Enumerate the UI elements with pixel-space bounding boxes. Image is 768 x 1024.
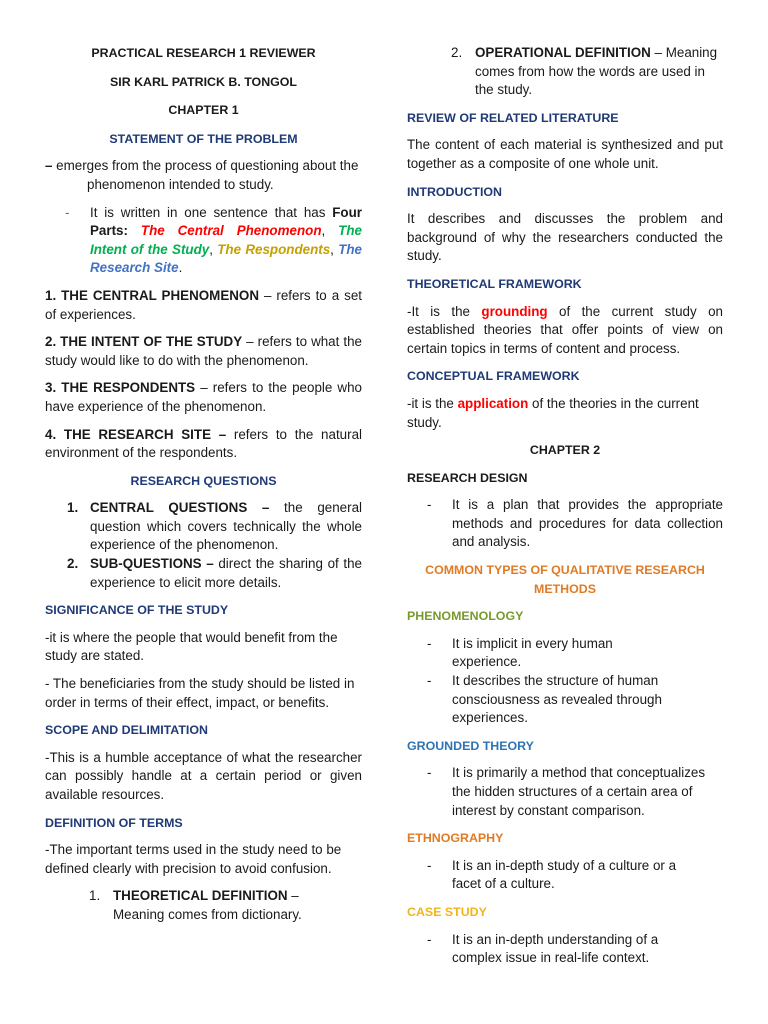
sub-questions-item: 2. SUB-QUESTIONS – direct the sharing of the experience to elicit more details. bbox=[67, 556, 363, 590]
ethnography-item: - It is an in-depth study of a culture or a facet of a culture. bbox=[427, 857, 677, 892]
significance-p1: -it is where the people that would benefit from the study are stated. bbox=[45, 629, 338, 664]
conceptual-framework-heading: CONCEPTUAL FRAMEWORK bbox=[407, 369, 580, 384]
left-column bbox=[45, 44, 362, 925]
phenomenology-item-2: - It describes the structure of human consciousness as revealed through experiences. bbox=[427, 673, 662, 726]
phenomenology-item-1: - It is implicit in every human experience. bbox=[427, 635, 613, 670]
qualitative-methods-heading: COMMON TYPES OF QUALITATIVE RESEARCH METHODS bbox=[425, 563, 705, 596]
theoretical-framework-p1: -It is the grounding of the current study on established theories that offer points of view on certain topics in terms of content and process. bbox=[407, 303, 723, 356]
chapter-1-heading: CHAPTER 1 bbox=[168, 103, 239, 118]
significance-heading: SIGNIFICANCE OF THE STUDY bbox=[45, 603, 229, 618]
case-study-heading: CASE STUDY bbox=[407, 904, 487, 919]
conceptual-framework-p1: -it is the application of the theories in the current study. bbox=[407, 395, 699, 430]
part-1-definition: 1. THE CENTRAL PHENOMENON – refers to a set of experiences. bbox=[45, 287, 362, 322]
rrl-heading: REVIEW OF RELATED LITERATURE bbox=[407, 110, 619, 125]
phenomenology-heading: PHENOMENOLOGY bbox=[407, 609, 524, 624]
research-design-item: - It is a plan that provides the appropriate methods and procedures for data collection and analysis. bbox=[427, 497, 723, 550]
part-4-definition: 4. THE RESEARCH SITE – refers to the natural environment of the respondents. bbox=[45, 426, 362, 461]
problem-heading: STATEMENT OF THE PROBLEM bbox=[109, 131, 298, 146]
author-line: SIR KARL PATRICK B. TONGOL bbox=[109, 74, 297, 89]
rrl-p1: The content of each material is synthesized and put together as a composite of one whole unit. bbox=[407, 137, 723, 171]
right-column bbox=[407, 44, 723, 968]
central-questions-item: 1. CENTRAL QUESTIONS – the general question which covers technically the whole experience of the phenomenon. bbox=[67, 500, 362, 553]
introduction-p1: It describes and discusses the problem and background of why the researchers conducted the study. bbox=[407, 211, 723, 264]
theoretical-framework-heading: THEORETICAL FRAMEWORK bbox=[407, 276, 582, 291]
significance-p2: - The beneficiaries from the study should be listed in order in terms of their effect, impact, or benefits. bbox=[45, 676, 355, 710]
theoretical-definition-item: 1. THEORETICAL DEFINITION – Meaning comes from dictionary. bbox=[89, 888, 302, 922]
research-design-heading: RESEARCH DESIGN bbox=[407, 470, 528, 485]
definition-heading: DEFINITION OF TERMS bbox=[45, 815, 183, 830]
operational-definition-item: 2. OPERATIONAL DEFINITION – Meaning comes from how the words are used in the study. bbox=[451, 45, 718, 98]
scope-p1: -This is a humble acceptance of what the researcher can possibly handle at a certain period or given available resources. bbox=[45, 749, 362, 802]
grounded-theory-heading: GROUNDED THEORY bbox=[407, 738, 534, 753]
introduction-heading: INTRODUCTION bbox=[407, 184, 502, 199]
part-2-definition: 2. THE INTENT OF THE STUDY – refers to what the study would like to do with the phenomenon. bbox=[45, 334, 362, 368]
part-3-definition: 3. THE RESPONDENTS – refers to the people who have experience of the phenomenon. bbox=[45, 380, 362, 414]
problem-intro: – emerges from the process of questioning about the phenomenon intended to study. bbox=[45, 158, 359, 192]
definition-p1: -The important terms used in the study need to be defined clearly with precision to avoid confusion. bbox=[45, 842, 342, 876]
grounded-theory-item: - It is primarily a method that conceptualizes the hidden structures of a certain area of interest by constant comparison. bbox=[427, 765, 706, 818]
document-title: PRACTICAL RESEARCH 1 REVIEWER bbox=[91, 46, 316, 60]
scope-heading: SCOPE AND DELIMITATION bbox=[45, 723, 208, 738]
four-parts-bullet: - It is written in one sentence that has Four Parts: The Central Phenomenon, The Intent of the Study, The Respondents, The Research Site. bbox=[65, 204, 362, 276]
case-study-item: - It is an in-depth understanding of a complex issue in real-life context. bbox=[427, 931, 659, 966]
chapter-2-heading: CHAPTER 2 bbox=[529, 443, 601, 458]
research-questions-heading: RESEARCH QUESTIONS bbox=[130, 473, 277, 488]
ethnography-heading: ETHNOGRAPHY bbox=[407, 831, 504, 846]
